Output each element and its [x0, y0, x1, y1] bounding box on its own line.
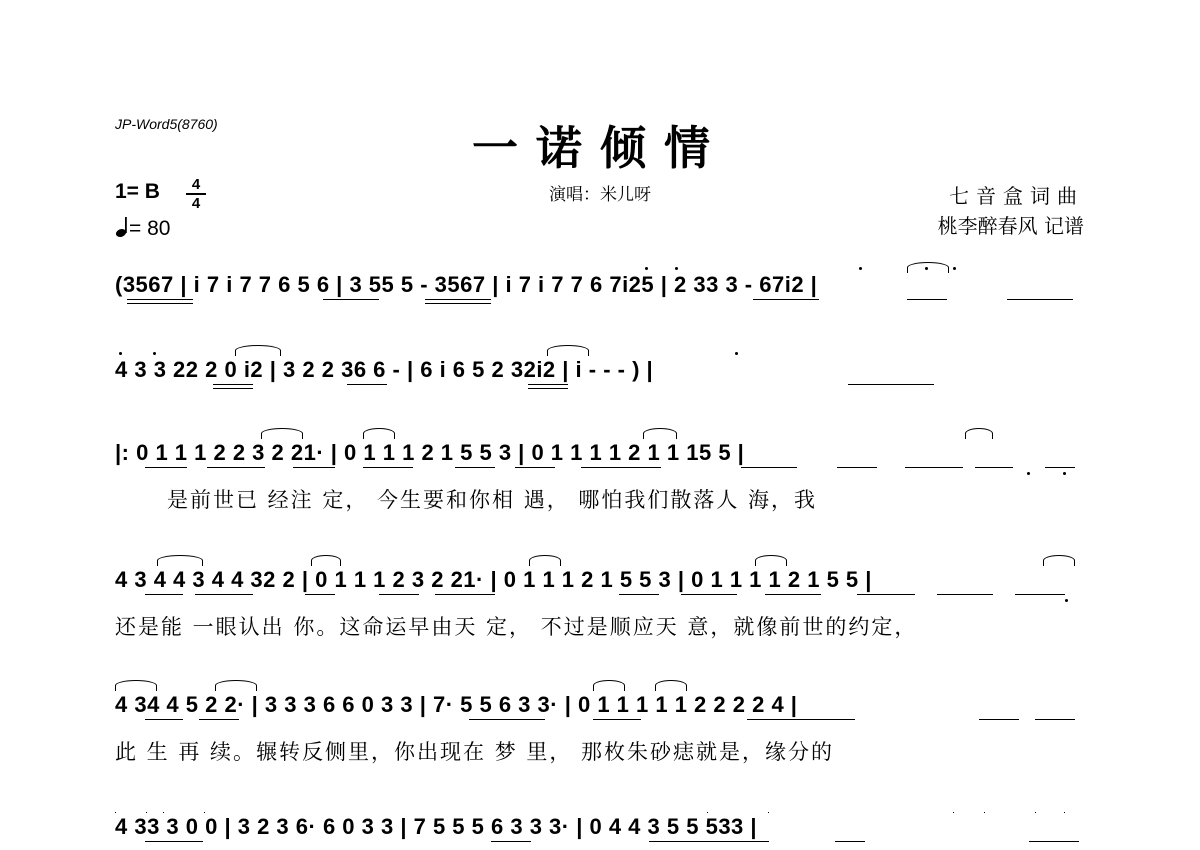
- notation-line-2: 4 3 3 22 2 0 i2 | 3 2 2 36 6 - | 6 i 6 5 2 32i2 | i - - - ) |: [115, 357, 654, 382]
- tempo-marking: [115, 216, 170, 241]
- lyric-line-5: 此 生 再 续。辗转反侧里，你出现在 梦 里， 那枚朱砂痣就是，缘分的: [115, 740, 835, 764]
- score-line-5: [115, 690, 1088, 770]
- score-line-1: [115, 270, 1088, 310]
- notation-line-4: 4 3 4 4 3 4 4 32 2 | 0 1 1 1 2 3 2 21· | 0 1 1 1 2 1 5 5 3 | 0 1 1 1 1 2 1 5 5 |: [115, 567, 872, 592]
- singer-credit: 演唱：米儿呀: [549, 185, 651, 205]
- key-signature: 1= B: [115, 180, 160, 203]
- notation-line-1: (3567 | i 7 i 7 7 6 5 6 | 3 55 5 - 3567 | i 7 i 7 7 6 7i25 | 2 33 3 - 67i2 |: [115, 272, 818, 297]
- score-line-2: [115, 355, 1088, 395]
- notation-line-5: 4 34 4 5 2 2· | 3 3 3 6 6 0 3 3 | 7· 5 5 6 3 3· | 0 1 1 1 1 1 2 2 2 2 4 |: [115, 692, 798, 717]
- quarter-note-icon: [115, 216, 129, 238]
- time-signature-top: 4: [191, 176, 201, 193]
- tempo-value: = 80: [129, 217, 171, 240]
- time-signature: [186, 176, 206, 212]
- lyric-line-4: 还是能 一眼认出 你。这命运早由天 定， 不过是顺应天 意，就像前世的约定，: [115, 615, 918, 639]
- source-label: JP-Word5(8760): [115, 116, 218, 132]
- notation-line-6: 4 33 3 0 0 | 3 2 3 6· 6 0 3 3 | 7 5 5 5 6 3 3 3· | 0 4 4 3 5 5 533 |: [115, 814, 758, 839]
- notation-line-3: |: 0 1 1 1 2 2 3 2 21· | 0 1 1 1 2 1 5 5 3 | 0 1 1 1 1 2 1 1 15 5 |: [115, 440, 745, 465]
- score-line-4: [115, 565, 1088, 645]
- score-line-6: [115, 812, 1088, 850]
- transcriber-credit: 桃李醉春风 记谱: [937, 214, 1084, 238]
- time-signature-bottom: 4: [186, 193, 206, 212]
- song-title: 一诺倾情: [472, 121, 728, 175]
- lyric-line-3: 是前世已 经注 定， 今生要和你相 遇， 哪怕我们散落人 海，我: [167, 488, 818, 512]
- composer-credit: 七音盒词曲: [949, 184, 1084, 208]
- score-line-3: [115, 438, 1088, 518]
